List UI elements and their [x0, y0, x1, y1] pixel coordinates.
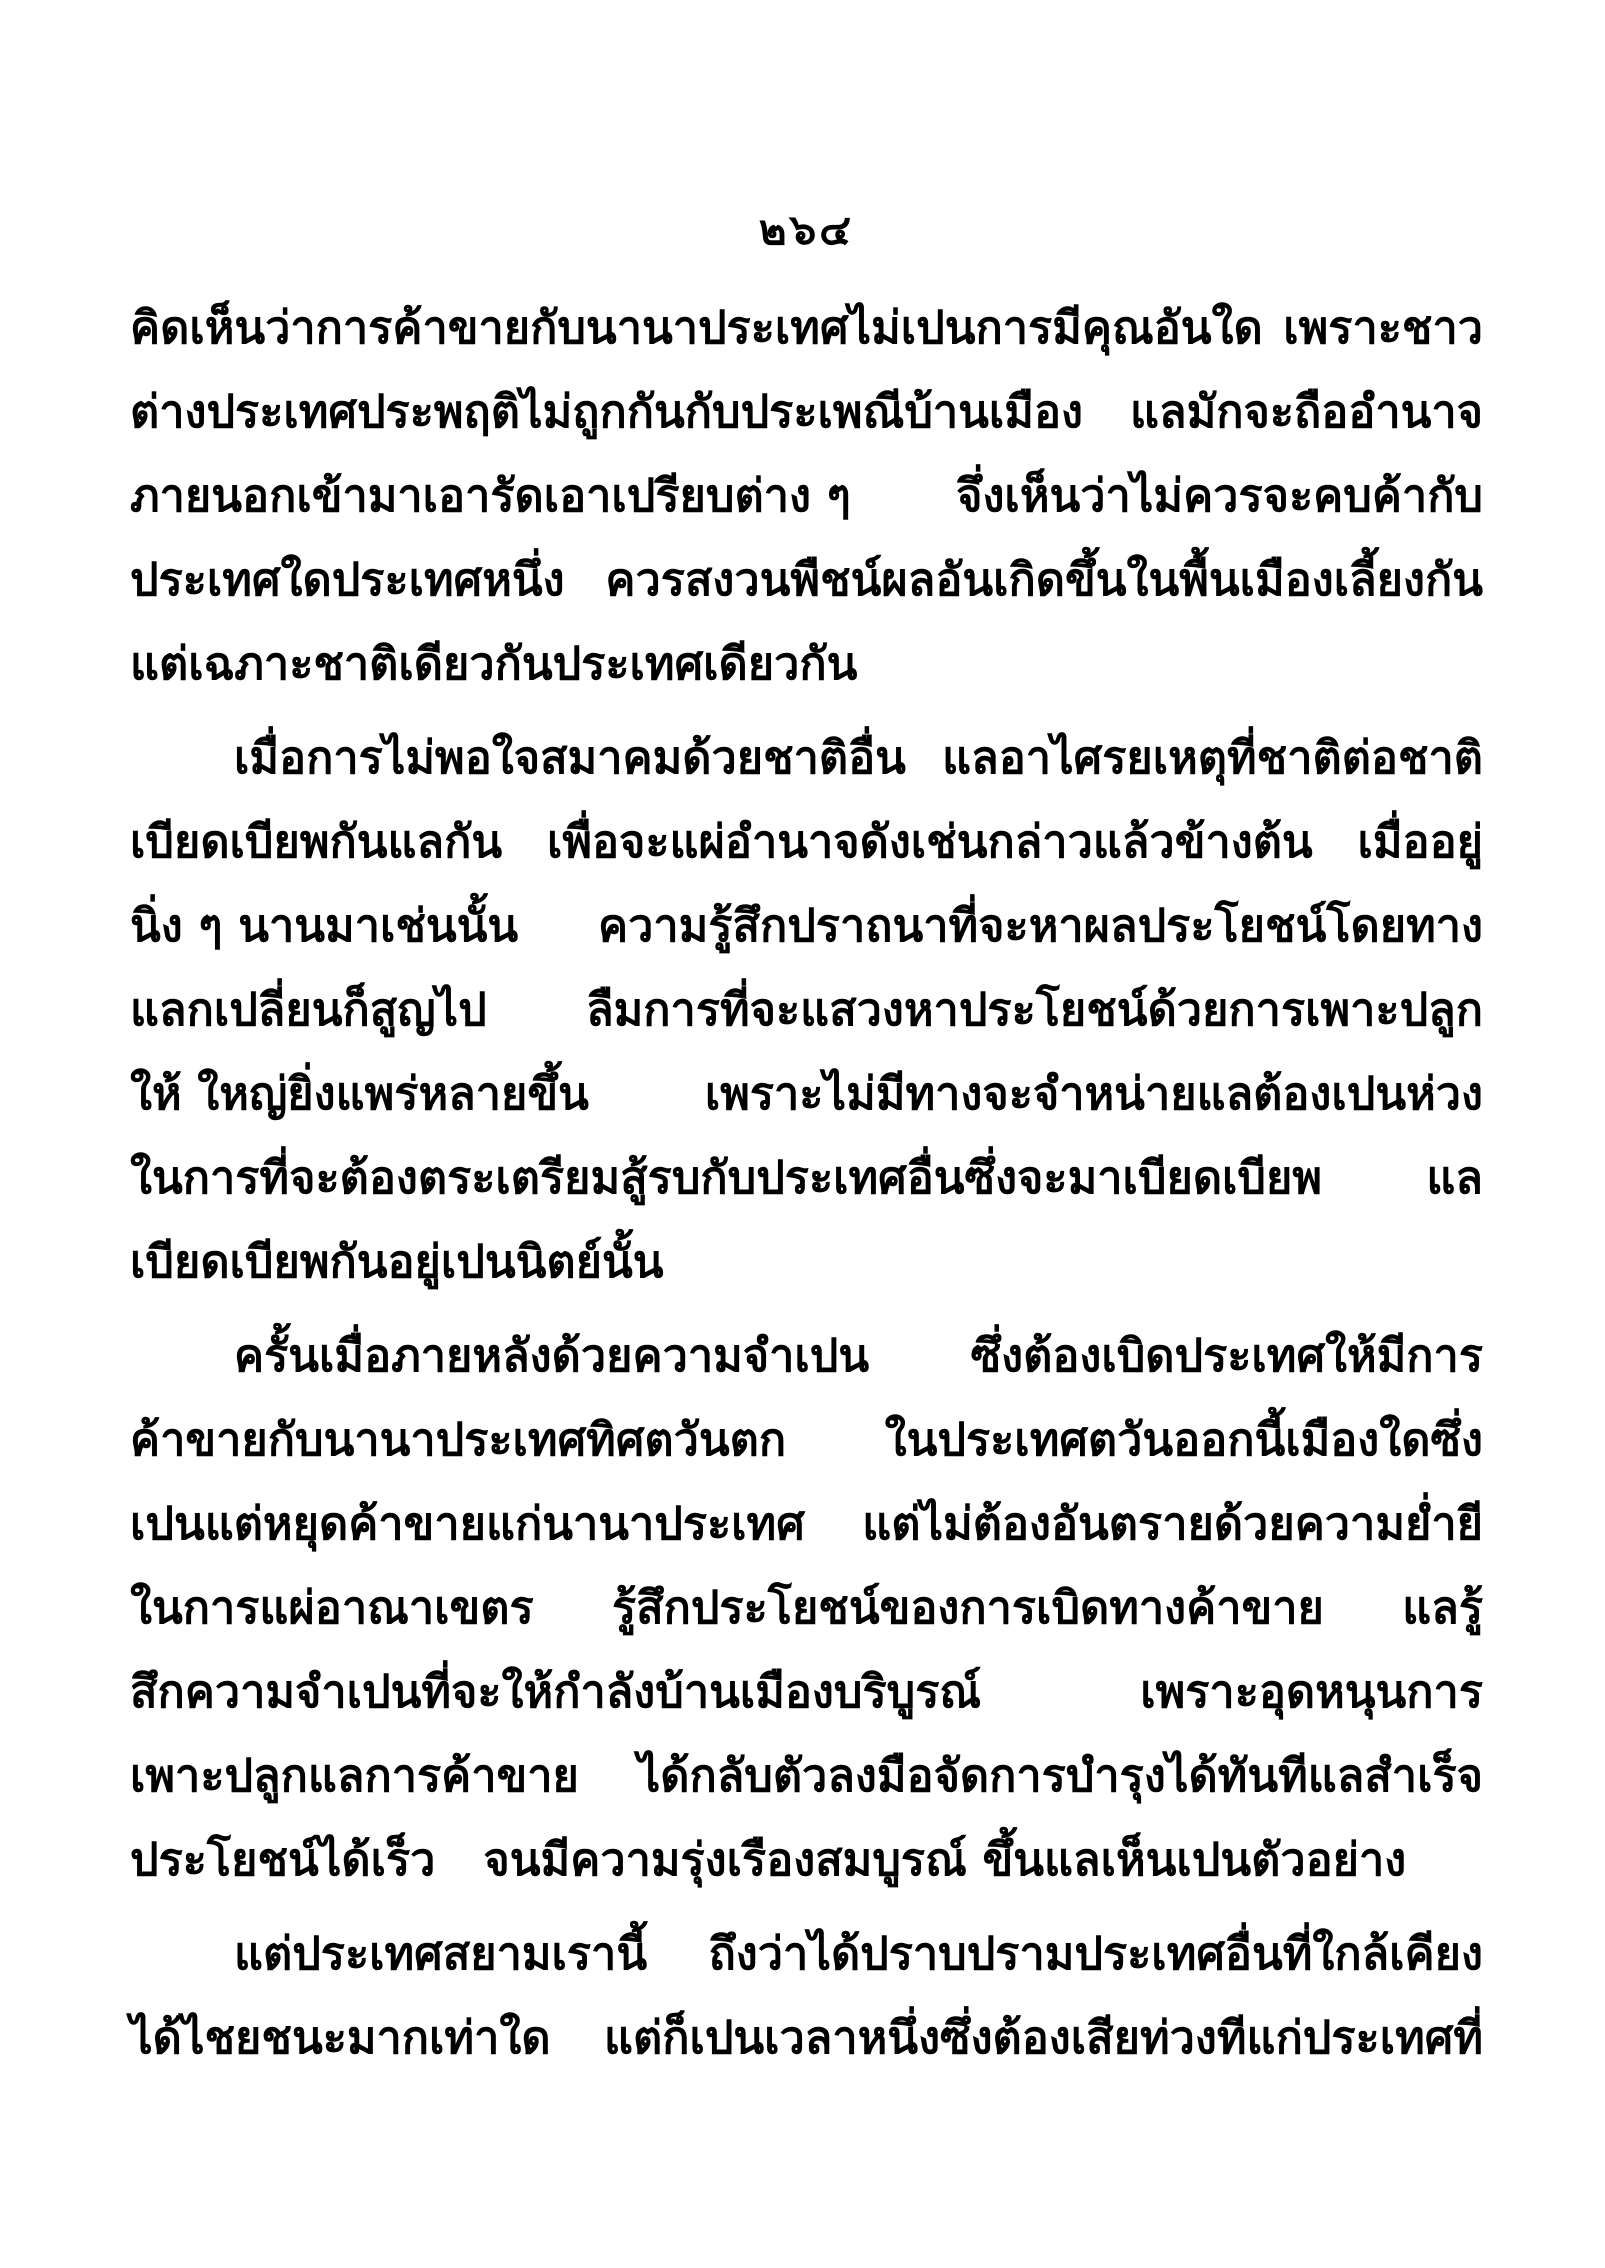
text-segment: ในการที่จะต้องตระเตรียมสู้รบกับประเทศอื่นซึ่งจะมาเบียดเบียพ [130, 1151, 1323, 1204]
text-segment: ได้ไชยชนะมากเท่าใด [130, 2011, 551, 2064]
text-segment: ลืมการที่จะแสวงหาประโยชน์ด้วยการเพาะปลูก [586, 983, 1483, 1036]
text-segment: แต่เฉภาะชาติเดียวกันประเทศเดียวกัน [130, 637, 858, 690]
text-line [130, 800, 1483, 884]
text-line [130, 1052, 1483, 1136]
text-line [130, 622, 1483, 706]
text-segment: ในการแผ่อาณาเขตร [130, 1581, 534, 1634]
text-segment: แล [1426, 1151, 1483, 1204]
text-segment: ความรู้สึกปราถนาที่จะหาผลประโยชน์โดยทาง [598, 899, 1483, 952]
text-segment: แลกเปลี่ยนก็สูญไป [130, 983, 487, 1036]
text-segment: เบียดเบียพกันอยู่เปนนิตย์นั้น [130, 1235, 664, 1288]
text-segment: เพื่อจะแผ่อำนาจดังเช่นกล่าวแล้วข้างต้น [546, 815, 1313, 868]
text-segment: เพราะไม่มีทางจะจำหน่ายแลต้องเปนห่วง [704, 1067, 1483, 1120]
text-line [130, 716, 1483, 800]
page-number: ๒๖๔ [758, 205, 855, 254]
text-line [130, 1566, 1483, 1650]
text-segment: แลอาไศรยเหตุที่ชาติต่อชาติ [942, 731, 1483, 784]
text-segment: เบียดเบียพกันแลกัน [130, 815, 503, 868]
text-segment: ถึงว่าได้ปราบปรามประเทศอื่นที่ใกล้เคียง [708, 1927, 1483, 1980]
text-segment: ให้ ใหญ่ยิ่งแพร่หลายขึ้น [130, 1067, 589, 1120]
text-segment: ค้าขายกับนานาประเทศทิศตวันตก [130, 1413, 787, 1466]
text-line [130, 1398, 1483, 1482]
text-segment: เมื่อการไม่พอใจสมาคมด้วยชาติอื่น [234, 731, 906, 784]
text-segment: ต่างประเทศประพฤติไม่ถูกกันกับประเพณีบ้านเมือง [130, 385, 1083, 438]
text-segment: เปนแต่หยุดค้าขายแก่นานาประเทศ [130, 1497, 805, 1550]
text-segment: ประเทศใดประเทศหนึ่ง [130, 553, 565, 606]
text-segment: ในประเทศตวันออกนี้เมืองใดซึ่ง [884, 1413, 1483, 1466]
text-line [130, 1314, 1483, 1398]
text-segment: คิดเห็นว่าการค้าขายกับนานาประเทศไม่เปนการมีคุณอันใด [130, 301, 1263, 354]
text-segment: แต่ประเทศสยามเรานี้ [234, 1927, 648, 1980]
text-segment: ภายนอกเข้ามาเอารัดเอาเปรียบต่าง ๆ [130, 469, 851, 522]
page-text [130, 286, 1483, 2080]
text-segment: รู้สึกประโยชน์ของการเบิดทางค้าขาย [611, 1581, 1324, 1634]
text-segment: ควรสงวนพืชน์ผลอันเกิดขึ้นในพื้นเมืองเลี้ยงกัน [605, 553, 1483, 606]
text-segment: ซึ่งต้องเบิดประเทศให้มีการ [970, 1329, 1483, 1382]
text-segment: ประโยชน์ได้เร็ว [130, 1833, 436, 1886]
text-line [130, 1734, 1483, 1818]
text-line [130, 1912, 1483, 1996]
text-segment: นิ่ง ๆ นานมาเช่นนั้น [130, 899, 519, 952]
text-segment: เพราะอุดหนุนการ [1140, 1665, 1483, 1718]
text-line [130, 968, 1483, 1052]
text-segment: ได้กลับตัวลงมือจัดการบำรุงได้ทันทีแลสำเร็จ [637, 1749, 1483, 1802]
text-segment: จึ่งเห็นว่าไม่ควรจะคบค้ากับ [956, 469, 1483, 522]
text-line [130, 286, 1483, 370]
text-segment: ครั้นเมื่อภายหลังด้วยความจำเปน [234, 1329, 870, 1382]
text-segment: แต่ก็เปนเวลาหนึ่งซึ่งต้องเสียท่วงทีแก่ประเทศที่ [603, 2011, 1483, 2064]
text-segment: เพาะปลูกแลการค้าขาย [130, 1749, 579, 1802]
text-segment: สึกความจำเปนที่จะให้กำลังบ้านเมืองบริบูรณ์ [130, 1665, 982, 1718]
text-line [130, 1136, 1483, 1220]
text-segment: แลรู้ [1402, 1581, 1483, 1634]
text-line [130, 538, 1483, 622]
text-line [130, 884, 1483, 968]
text-segment: แลมักจะถืออำนาจ [1130, 385, 1483, 438]
text-segment: แต่ไม่ต้องอันตรายด้วยความย่ำยี [862, 1497, 1483, 1550]
text-line [130, 1482, 1483, 1566]
text-line [130, 454, 1483, 538]
text-line [130, 1818, 1483, 1902]
text-segment: จนมีความรุ่งเรืองสมบูรณ์ ขึ้นแลเห็นเปนตัวอย่าง [483, 1833, 1407, 1886]
text-line [130, 1996, 1483, 2080]
text-segment: เพราะชาว [1283, 301, 1483, 354]
text-line [130, 370, 1483, 454]
text-line [130, 1650, 1483, 1734]
text-segment: เมื่ออยู่ [1357, 815, 1483, 868]
text-line [130, 1220, 1483, 1304]
